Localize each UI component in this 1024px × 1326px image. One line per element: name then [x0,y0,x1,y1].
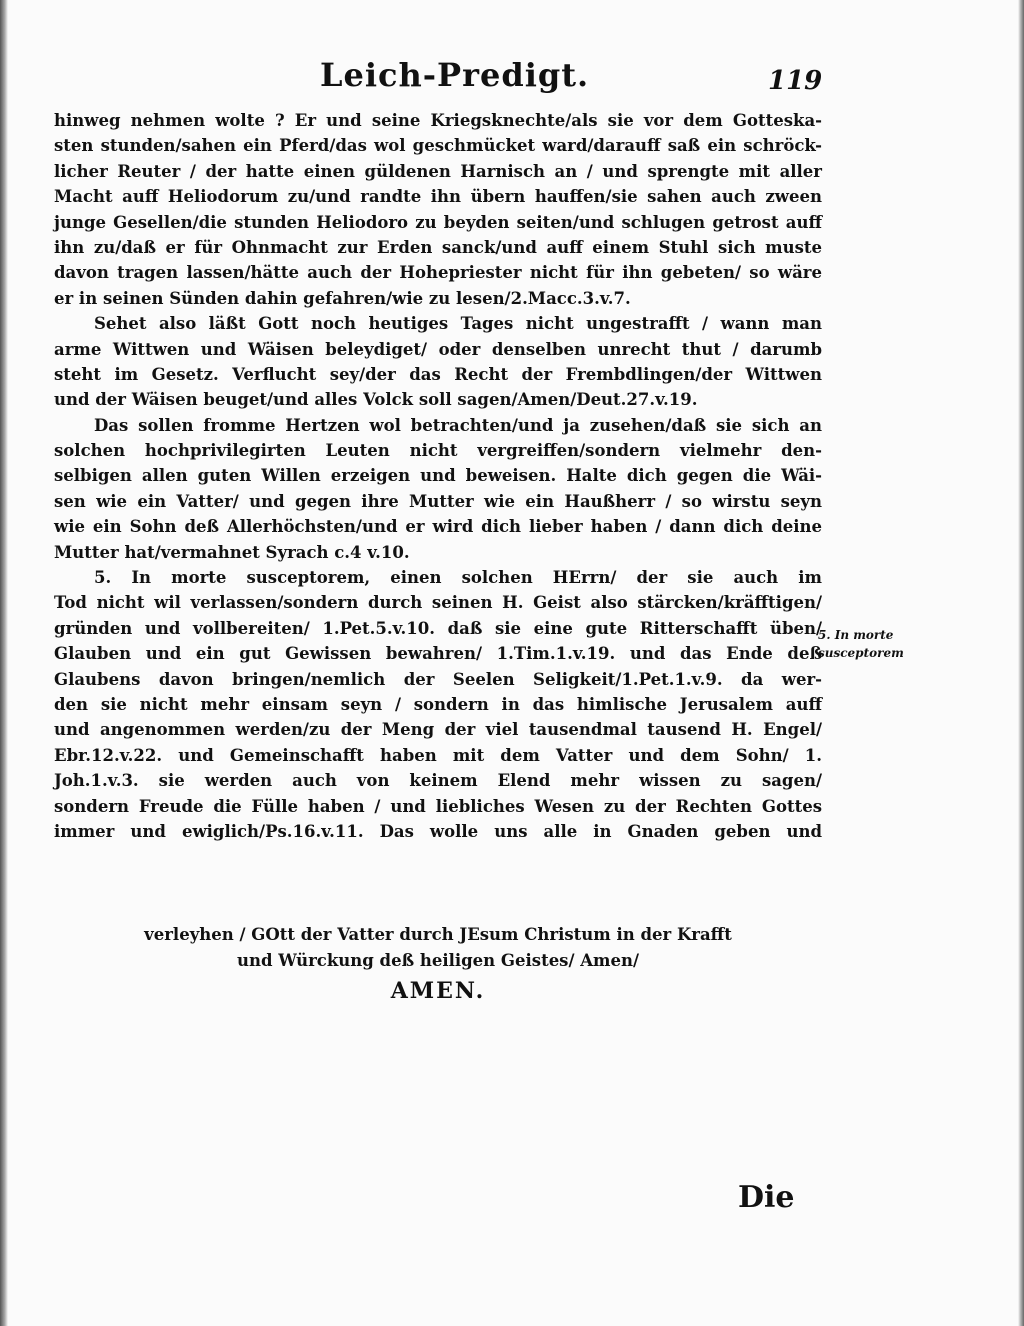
text-line: und angenommen werden/zu der Meng der viel tausendmal tausend H. Engel/ [54,720,822,740]
text-line: Sehet also läßt Gott noch heutiges Tages nicht ungestrafft / wann man [94,314,822,334]
text-line: ihn zu/daß er für Ohnmacht zur Erden sanck/und auff einem Stuhl sich muste [54,237,822,257]
closing-line: und Würckung deß heiligen Geistes/ Amen/ [236,951,640,970]
text-line: steht im Gesetz. Verflucht sey/der das Recht der Frembdlingen/der Wittwen [54,364,822,384]
text-line: und der Wäisen beuget/und alles Volck soll sagen/Amen/Deut.27.v.19. [54,390,698,410]
text-line: immer und ewiglich/Ps.16.v.11. Das wolle uns alle in Gnaden geben und [54,821,822,841]
text-line: sten stunden/sahen ein Pferd/das wol geschmücket ward/darauff saß ein schröck- [54,136,822,156]
text-line: Das sollen fromme Hertzen wol betrachten/und ja zusehen/daß sie sich an [94,415,822,435]
page-edge-left [0,0,8,1326]
text-line: wie ein Sohn deß Allerhöchsten/und er wird dich lieber haben / dann dich deine [54,517,822,537]
page-edge-right [1018,0,1024,1326]
text-line: Mutter hat/vermahnet Syrach c.4 v.10. [54,542,410,562]
text-line: gründen und vollbereiten/ 1.Pet.5.v.10. daß sie eine gute Ritterschafft üben/ [54,618,822,638]
running-head [0,52,1024,100]
running-title: Leich-Predigt. [320,56,590,94]
text-line: hinweg nehmen wolte ? Er und seine Kriegsknechte/als sie vor dem Gotteska- [54,111,822,130]
marginal-note: 5. In morte susceptorem [818,628,904,660]
text-line: solchen hochprivilegirten Leuten nicht vergreiffen/sondern vielmehr den- [54,441,822,461]
text-line: licher Reuter / der hatte einen güldenen Harnisch an / und sprengte mit aller [54,161,822,181]
amen-line: AMEN. [390,978,486,1004]
catchword: Die [738,1180,795,1215]
text-line: davon tragen lassen/hätte auch der Hohepriester nicht für ihn gebeten/ so wäre [54,263,822,283]
text-line: Tod nicht wil verlassen/sondern durch seinen H. Geist also stärcken/kräfftigen/ [54,593,822,613]
text-line: sen wie ein Vatter/ und gegen ihre Mutter wie ein Haußherr / so wirstu seyn [54,491,822,511]
text-line: Glauben und ein gut Gewissen bewahren/ 1.Tim.1.v.19. und das Ende deß [54,644,822,664]
text-line: sondern Freude die Fülle haben / und liebliches Wesen zu der Rechten Gottes [54,796,822,816]
text-line: arme Wittwen und Wäisen beleydiget/ oder denselben unrecht thut / darumb [54,339,822,359]
text-line: er in seinen Sünden dahin gefahren/wie zu lesen/2.Macc.3.v.7. [54,288,631,308]
text-line: Ebr.12.v.22. und Gemeinschafft haben mit dem Vatter und dem Sohn/ 1. [54,745,822,765]
text-line: Macht auff Heliodorum zu/und randte ihn übern hauffen/sie sahen auch zween [54,187,822,207]
page-number: 119 [768,66,823,96]
body-text [54,108,822,844]
closing-block [54,922,822,1008]
text-line: junge Gesellen/die stunden Heliodoro zu beyden seiten/und schlugen getrost auff [54,212,822,232]
closing-line: verleyhen / GOtt der Vatter durch JEsum Christum in der Krafft [144,925,732,944]
text-line: Glaubens davon bringen/nemlich der Seelen Seligkeit/1.Pet.1.v.9. da wer- [54,669,822,689]
text-line: den sie nicht mehr einsam seyn / sondern in das himlische Jerusalem auff [54,694,822,714]
text-line: selbigen allen guten Willen erzeigen und beweisen. Halte dich gegen die Wäi- [54,466,822,486]
text-line: Joh.1.v.3. sie werden auch von keinem Elend mehr wissen zu sagen/ [54,771,822,791]
text-line: 5. In morte susceptorem, einen solchen HErrn/ der sie auch im [94,568,822,588]
